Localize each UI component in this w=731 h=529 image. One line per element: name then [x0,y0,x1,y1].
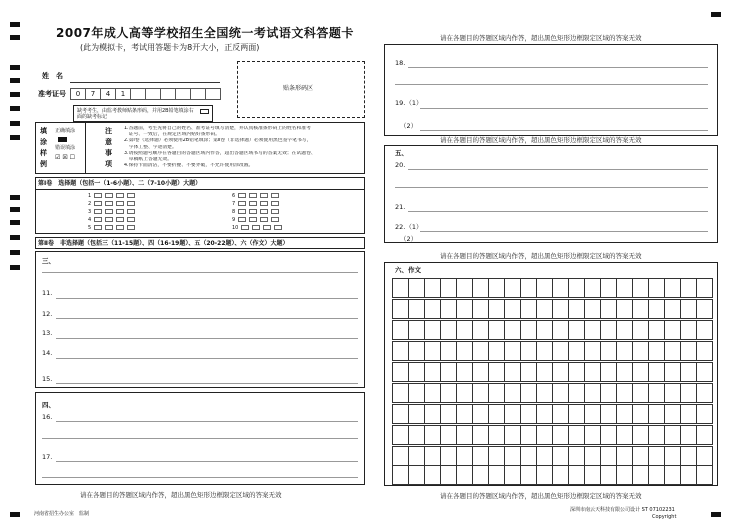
right-notice-1: 请在各题目的答题区域内作答，超出黑色矩形边框限定区域的答案无效 [440,34,642,42]
section5-box [384,145,718,243]
notes-item: 字体工整、字迹清楚。 [124,144,177,150]
option-d[interactable] [127,225,135,230]
option-a[interactable] [241,225,249,230]
option-d[interactable] [271,217,279,222]
option-a[interactable] [238,193,246,198]
option-d[interactable] [271,209,279,214]
right-footer-credit: 深圳市南云天科技有限公司设计 ST 07102231 [570,507,675,513]
section3-label: 三、 [42,257,55,265]
exam-no-digit[interactable] [131,89,146,100]
wrong-fill-samples [55,154,75,161]
section5-label: 五、 [395,149,408,157]
timing-mark [711,12,721,17]
fill-example-title: 填 涂 样 例 [40,127,47,168]
answer-line[interactable] [56,338,358,339]
option-d[interactable] [271,193,279,198]
composition-row[interactable] [392,299,713,319]
q19-1-label: 19.（1） [395,99,423,107]
composition-row[interactable] [392,404,713,424]
composition-row[interactable] [392,320,713,340]
timing-mark [711,512,721,517]
answer-line[interactable] [56,298,358,299]
option-c[interactable] [116,209,124,214]
copyright-label: Copyright [652,514,677,520]
mc-right-group [232,193,282,231]
option-a[interactable] [94,209,102,214]
notes-list [124,126,362,169]
section6-label: 六、作文 [395,266,421,274]
page-title: 2007年成人高等学校招生全国统一考试语文科答题卡 [56,26,354,40]
part1-divider [35,189,365,190]
option-d[interactable] [274,225,282,230]
barcode-label: 贴条形码区 [283,85,314,92]
option-b[interactable] [249,201,257,206]
option-d[interactable] [127,217,135,222]
mc-row[interactable]: 10 [232,225,282,231]
q17-label: 17. [42,453,53,461]
wrong-fill-empty-icon: ☐ [69,154,76,161]
mc-row[interactable]: 2 [88,201,135,207]
mc-row[interactable]: 1 [88,193,135,199]
notes-item: 证号、一致后，在规定区域内贴好条形码。 [124,132,220,138]
q22-1-label: 22.（1） [395,223,423,231]
q19-2-label: （2） [400,122,418,130]
mc-row[interactable]: 9 [232,217,282,223]
answer-line[interactable] [408,211,708,212]
timing-mark [10,121,20,126]
exam-no-label: 准考证号 [38,90,66,98]
part2-title: 第Ⅱ卷 非选择题（包括三（11-15题）、四（16-19题）、五（20-22题）、六（作文）大题） [38,240,289,247]
notes-item: 草稿纸上答题无效。 [124,157,172,163]
mc-left-group [88,193,135,231]
composition-row[interactable] [392,362,713,382]
option-b[interactable] [249,193,257,198]
option-b[interactable] [249,209,257,214]
q21-label: 21. [395,203,406,211]
timing-mark [10,195,20,200]
exam-no-digit[interactable]: 0 [71,89,86,100]
exam-no-digit[interactable] [206,89,221,100]
answer-line[interactable] [395,187,708,188]
composition-row[interactable] [392,425,713,445]
right-notice-4: 请在各题目的答题区域内作答，超出黑色矩形边框限定区域的答案无效 [440,492,642,500]
timing-mark [10,207,20,212]
timing-mark [10,106,20,111]
option-c[interactable] [116,225,124,230]
part1-title: 第Ⅰ卷 选择题（包括一（1-6小题）、二（7-10小题）大题） [38,180,202,187]
exam-no-digit[interactable]: 1 [116,89,131,100]
option-a[interactable] [238,209,246,214]
page-subtitle: (此为模拟卡，考试用答题卡为8开大小，正反两面) [80,43,260,52]
fill-example-divider [85,122,86,174]
answer-line[interactable] [420,231,708,232]
name-underline [70,82,220,83]
exam-no-digit[interactable]: 7 [86,89,101,100]
option-b[interactable] [105,209,113,214]
answer-line[interactable] [408,169,708,170]
notes-item: 1.答题前，考生先将自己的姓名、准考证号填写清楚，并认真核准条形码上的姓名和准考 [124,126,311,131]
wrong-fill-check-icon: ☑ [55,154,61,161]
option-d[interactable] [127,193,135,198]
timing-mark [10,265,20,270]
option-b[interactable] [249,217,257,222]
timing-mark [10,250,20,255]
q20-label: 20. [395,161,406,169]
option-a[interactable] [94,225,102,230]
option-c[interactable] [260,193,268,198]
mc-row[interactable]: 7 [232,201,282,207]
option-c[interactable] [260,201,268,206]
option-a[interactable] [94,201,102,206]
left-footer-notice: 请在各题目的答题区域内作答，超出黑色矩形边框限定区域的答案无效 [80,491,282,499]
q22-2-label: （2） [400,235,418,243]
option-b[interactable] [105,225,113,230]
mc-row[interactable]: 5 [88,225,135,231]
absent-checkbox[interactable] [200,109,209,114]
option-c[interactable] [260,217,268,222]
mc-row[interactable]: 4 [88,217,135,223]
correct-fill-sample [58,137,67,142]
right-notice-3: 请在各题目的答题区域内作答，超出黑色矩形边框限定区域的答案无效 [440,252,642,260]
option-a[interactable] [94,193,102,198]
option-a[interactable] [94,217,102,222]
option-a[interactable] [238,201,246,206]
answer-line[interactable] [42,477,358,478]
right-notice-2: 请在各题目的答题区域内作答，超出黑色矩形边框限定区域的答案无效 [440,136,642,144]
composition-row[interactable] [392,383,713,403]
option-c[interactable] [116,193,124,198]
q16-label: 16. [42,413,53,421]
answer-line[interactable] [420,130,708,131]
notes-title: 注 意 事 项 [105,127,112,168]
exam-no-digit[interactable]: 4 [101,89,116,100]
composition-row[interactable] [392,278,713,298]
notes-item: 4.保持卡面清洁，不要折叠、不要弄破，不允许使用涂改液。 [124,163,254,169]
timing-mark [10,35,20,40]
option-b[interactable] [252,225,260,230]
right-top-box [384,44,718,136]
q11-label: 11. [42,289,53,297]
composition-row[interactable] [392,446,713,466]
q12-label: 12. [42,310,53,318]
mc-row[interactable]: 3 [88,209,135,215]
wrong-fill-label: 错误填涂 [55,145,76,151]
option-d[interactable] [271,201,279,206]
timing-mark [10,235,20,240]
option-c[interactable] [116,201,124,206]
correct-fill-label: 正确填涂 [55,128,76,134]
timing-mark [10,135,20,140]
option-a[interactable] [238,217,246,222]
answer-line[interactable] [56,421,358,422]
option-c[interactable] [116,217,124,222]
option-d[interactable] [127,201,135,206]
q13-label: 13. [42,329,53,337]
timing-mark [10,22,20,27]
option-c[interactable] [263,225,271,230]
answer-line[interactable] [395,84,708,85]
answer-line[interactable] [56,383,358,384]
absent-note: 缺考考生，由监考教师贴条形码，并用2B铅笔填涂右面的缺考标记 [77,108,194,120]
option-d[interactable] [127,209,135,214]
answer-line[interactable] [42,438,358,439]
answer-line[interactable] [56,358,358,359]
answer-line[interactable] [42,272,358,273]
option-c[interactable] [260,209,268,214]
notes-item: 2.第Ⅰ卷（选择题）必须使用2B铅笔填涂；第Ⅱ卷（非选择题）必须使用黑色签字笔书写， [124,138,312,144]
exam-no-digit[interactable] [191,89,206,100]
q18-label: 18. [395,59,406,67]
timing-mark [10,220,20,225]
mc-row[interactable]: 8 [232,209,282,215]
left-footer-credit: 河南省招生办公室 监制 [34,511,90,517]
mc-row[interactable]: 6 [232,193,282,199]
wrong-fill-cross-icon: ☒ [62,154,68,161]
q14-label: 14. [42,349,53,357]
name-label: 姓 名 [42,72,63,80]
option-b[interactable] [105,193,113,198]
notes-item: 3.请按照题号顺序在各题目的答题区域内作答，超出答题区域书写的答案无效；在试题卷、 [124,150,316,156]
exam-no-grid [70,88,221,100]
section4-label: 四、 [42,401,55,409]
timing-mark [10,512,20,517]
option-b[interactable] [105,201,113,206]
answer-line[interactable] [408,67,708,68]
answer-line[interactable] [420,108,708,109]
exam-no-digit[interactable] [176,89,191,100]
q15-label: 15. [42,375,53,383]
exam-no-digit[interactable] [146,89,161,100]
answer-line[interactable] [56,318,358,319]
timing-mark [10,65,20,70]
composition-row[interactable] [392,465,713,485]
timing-mark [10,78,20,83]
timing-mark [10,92,20,97]
answer-line[interactable] [56,461,358,462]
exam-no-digit[interactable] [161,89,176,100]
composition-row[interactable] [392,341,713,361]
option-b[interactable] [105,217,113,222]
